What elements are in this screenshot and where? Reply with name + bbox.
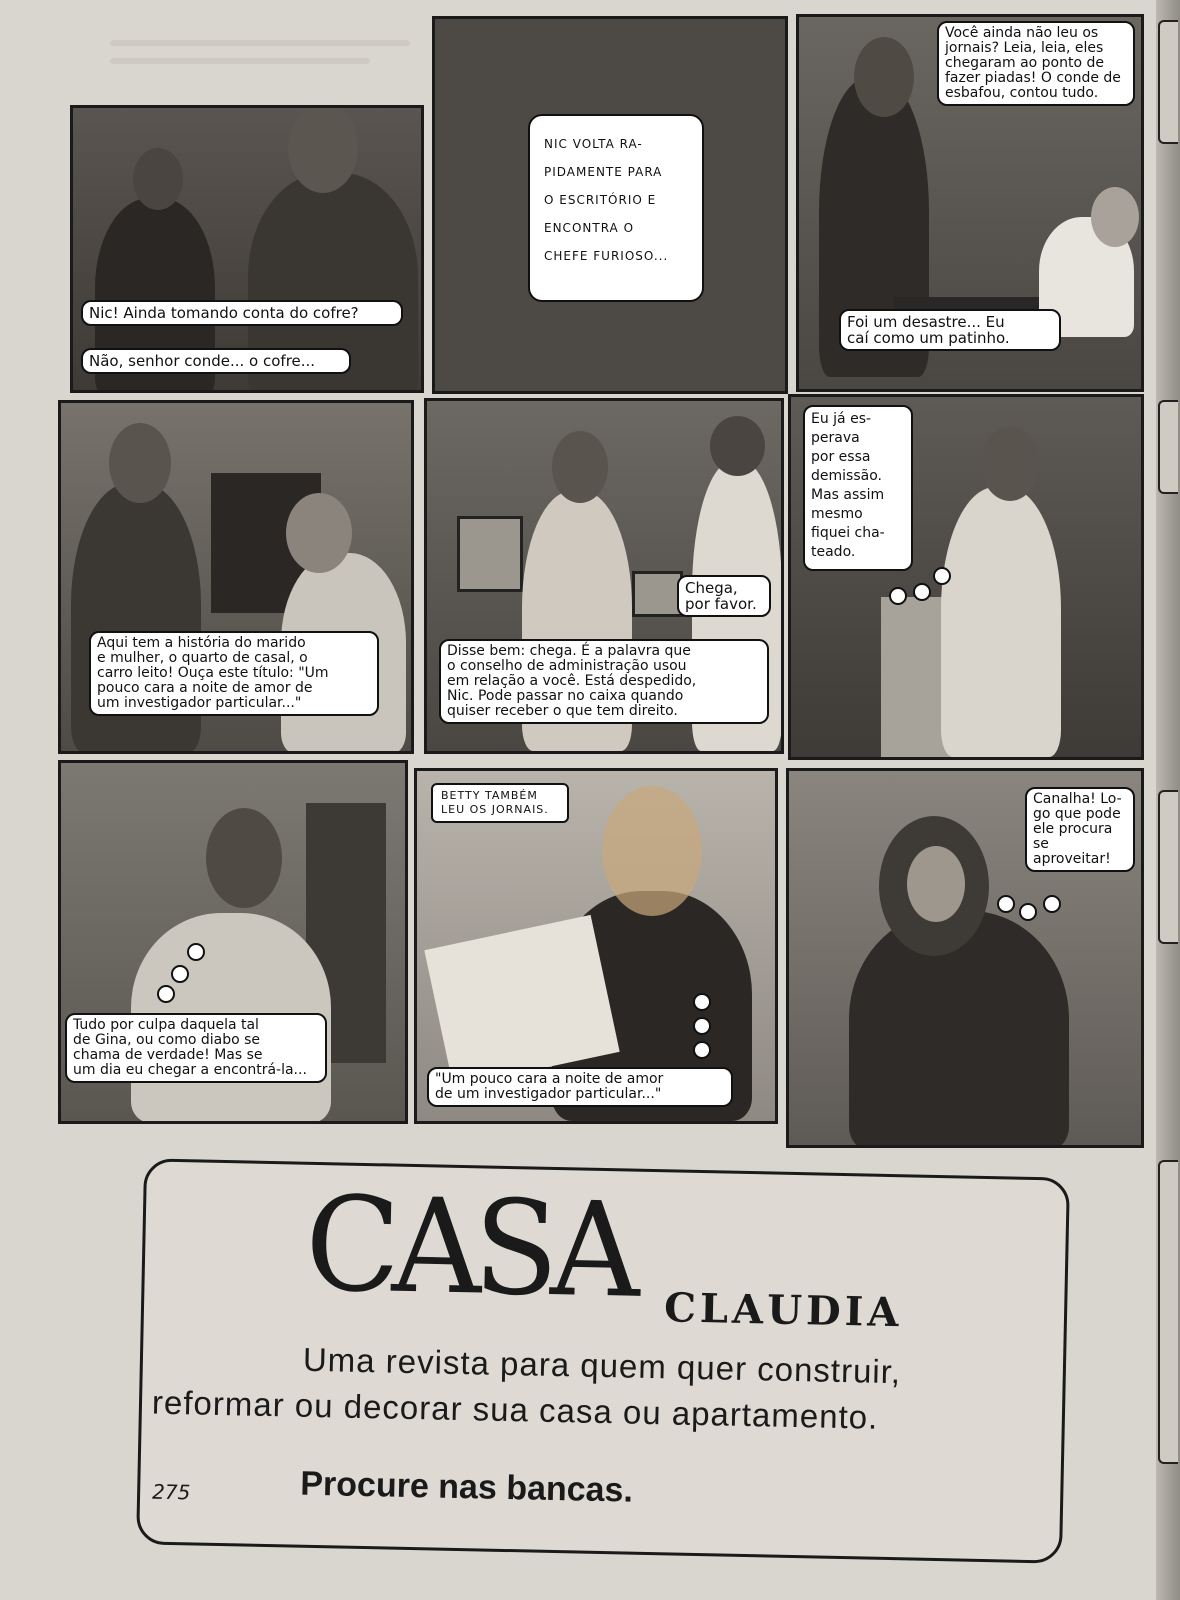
thought-dot bbox=[889, 587, 907, 605]
bubble-line: chegaram ao ponto de bbox=[945, 55, 1104, 71]
bubble-line: o conselho de administração usou bbox=[447, 658, 687, 674]
thought-dot bbox=[693, 1041, 711, 1059]
bubble-line: caí como um patinho. bbox=[847, 329, 1010, 347]
thought-dot bbox=[187, 943, 205, 961]
speech-bubble bbox=[81, 300, 403, 326]
speech-bubble bbox=[937, 21, 1135, 106]
thought-dot bbox=[157, 985, 175, 1003]
bubble-line: de um investigador particular..." bbox=[435, 1086, 662, 1102]
thought-bubble bbox=[1025, 787, 1135, 872]
thought-dot bbox=[997, 895, 1015, 913]
speech-bubble bbox=[439, 639, 769, 724]
thought-dot bbox=[933, 567, 951, 585]
show-through-text bbox=[110, 58, 370, 64]
bubble-text: Nic! Ainda tomando conta do cofre? bbox=[89, 304, 359, 322]
panel-4 bbox=[58, 400, 414, 754]
bubble-line: Canalha! Lo- bbox=[1033, 791, 1122, 807]
panel-6 bbox=[788, 394, 1144, 760]
next-page-edge-tab bbox=[1158, 20, 1178, 144]
thought-bubble bbox=[803, 405, 913, 571]
caption-line: O ESCRITÓRIO E bbox=[544, 193, 657, 207]
panel-1 bbox=[70, 105, 424, 393]
bubble-line: um investigador particular..." bbox=[97, 695, 302, 711]
thought-dot bbox=[693, 993, 711, 1011]
ad-brand-logo: CASA bbox=[303, 1169, 634, 1328]
bubble-line: Mas assim bbox=[811, 487, 885, 503]
ad-call-to-action: Procure nas bancas. bbox=[299, 1464, 634, 1510]
bubble-line: Eu já es- bbox=[811, 411, 872, 427]
panel-2 bbox=[432, 16, 788, 394]
bubble-line: Tudo por culpa daquela tal bbox=[73, 1017, 259, 1033]
bubble-line: e mulher, o quarto de casal, o bbox=[97, 650, 308, 666]
ad-brand-subtitle: CLAUDIA bbox=[663, 1284, 903, 1337]
caption-line: LEU OS JORNAIS. bbox=[441, 803, 549, 816]
speech-bubble bbox=[839, 309, 1061, 351]
caption-line: CHEFE FURIOSO... bbox=[544, 249, 669, 263]
bubble-line: por essa bbox=[811, 449, 871, 465]
show-through-text bbox=[110, 40, 410, 46]
bubble-line: demissão. bbox=[811, 468, 882, 484]
bubble-line: por favor. bbox=[685, 595, 757, 613]
panel-5 bbox=[424, 398, 784, 754]
thought-dot bbox=[1043, 895, 1061, 913]
caption-line: BETTY TAMBÉM bbox=[441, 789, 538, 802]
thought-dot bbox=[171, 965, 189, 983]
bubble-line: jornais? Leia, leia, eles bbox=[945, 40, 1104, 56]
bubble-line: teado. bbox=[811, 544, 856, 560]
bubble-line: fazer piadas! O conde de bbox=[945, 70, 1121, 86]
bubble-line: go que pode bbox=[1033, 806, 1121, 822]
panel-9 bbox=[786, 768, 1144, 1148]
panel-8 bbox=[414, 768, 778, 1124]
speech-bubble bbox=[677, 575, 771, 617]
panel-7 bbox=[58, 760, 408, 1124]
panel-3 bbox=[796, 14, 1144, 392]
bubble-line: esbafou, contou tudo. bbox=[945, 85, 1099, 101]
narration-caption bbox=[528, 114, 704, 302]
speech-bubble bbox=[89, 631, 379, 716]
bubble-line: um dia eu chegar a encontrá-la... bbox=[73, 1062, 307, 1078]
casa-claudia-advertisement bbox=[136, 1158, 1070, 1563]
bubble-line: mesmo bbox=[811, 506, 863, 522]
thought-dot bbox=[913, 583, 931, 601]
bubble-text: Não, senhor conde... o cofre... bbox=[89, 352, 316, 370]
bubble-line: Nic. Pode passar no caixa quando bbox=[447, 688, 684, 704]
caption-line: ENCONTRA O bbox=[544, 221, 635, 235]
bubble-line: perava bbox=[811, 430, 860, 446]
bubble-line: Aqui tem a história do marido bbox=[97, 635, 306, 651]
bubble-line: chama de verdade! Mas se bbox=[73, 1047, 263, 1063]
next-page-edge-tab bbox=[1158, 400, 1178, 494]
bubble-line: carro leito! Ouça este título: "Um bbox=[97, 665, 329, 681]
bubble-line: aproveitar! bbox=[1033, 851, 1111, 867]
bubble-line: "Um pouco cara a noite de amor bbox=[435, 1071, 664, 1087]
thought-bubble bbox=[427, 1067, 733, 1107]
bubble-line: ele procura se bbox=[1033, 821, 1113, 852]
bubble-line: de Gina, ou como diabo se bbox=[73, 1032, 261, 1048]
next-page-edge-tab bbox=[1158, 1160, 1178, 1464]
ad-tagline: Uma revista para quem quer construir, bbox=[302, 1340, 902, 1391]
bubble-line: pouco cara a noite de amor de bbox=[97, 680, 313, 696]
narration-caption bbox=[431, 783, 569, 823]
bubble-line: Chega, bbox=[685, 579, 738, 597]
page-number: 275 bbox=[151, 1479, 191, 1505]
bubble-line: Foi um desastre... Eu bbox=[847, 313, 1005, 331]
bubble-line: fiquei cha- bbox=[811, 525, 885, 541]
ad-tagline: reformar ou decorar sua casa ou apartamento. bbox=[151, 1383, 879, 1436]
bubble-line: quiser receber o que tem direito. bbox=[447, 703, 678, 719]
thought-dot bbox=[693, 1017, 711, 1035]
speech-bubble bbox=[81, 348, 351, 374]
bubble-line: Você ainda não leu os bbox=[945, 25, 1099, 41]
bubble-line: em relação a você. Está despedido, bbox=[447, 673, 697, 689]
thought-dot bbox=[1019, 903, 1037, 921]
caption-line: NIC VOLTA RA- bbox=[544, 137, 643, 151]
next-page-edge-tab bbox=[1158, 790, 1178, 944]
bubble-line: Disse bem: chega. É a palavra que bbox=[447, 643, 691, 659]
thought-bubble bbox=[65, 1013, 327, 1083]
caption-line: PIDAMENTE PARA bbox=[544, 165, 663, 179]
